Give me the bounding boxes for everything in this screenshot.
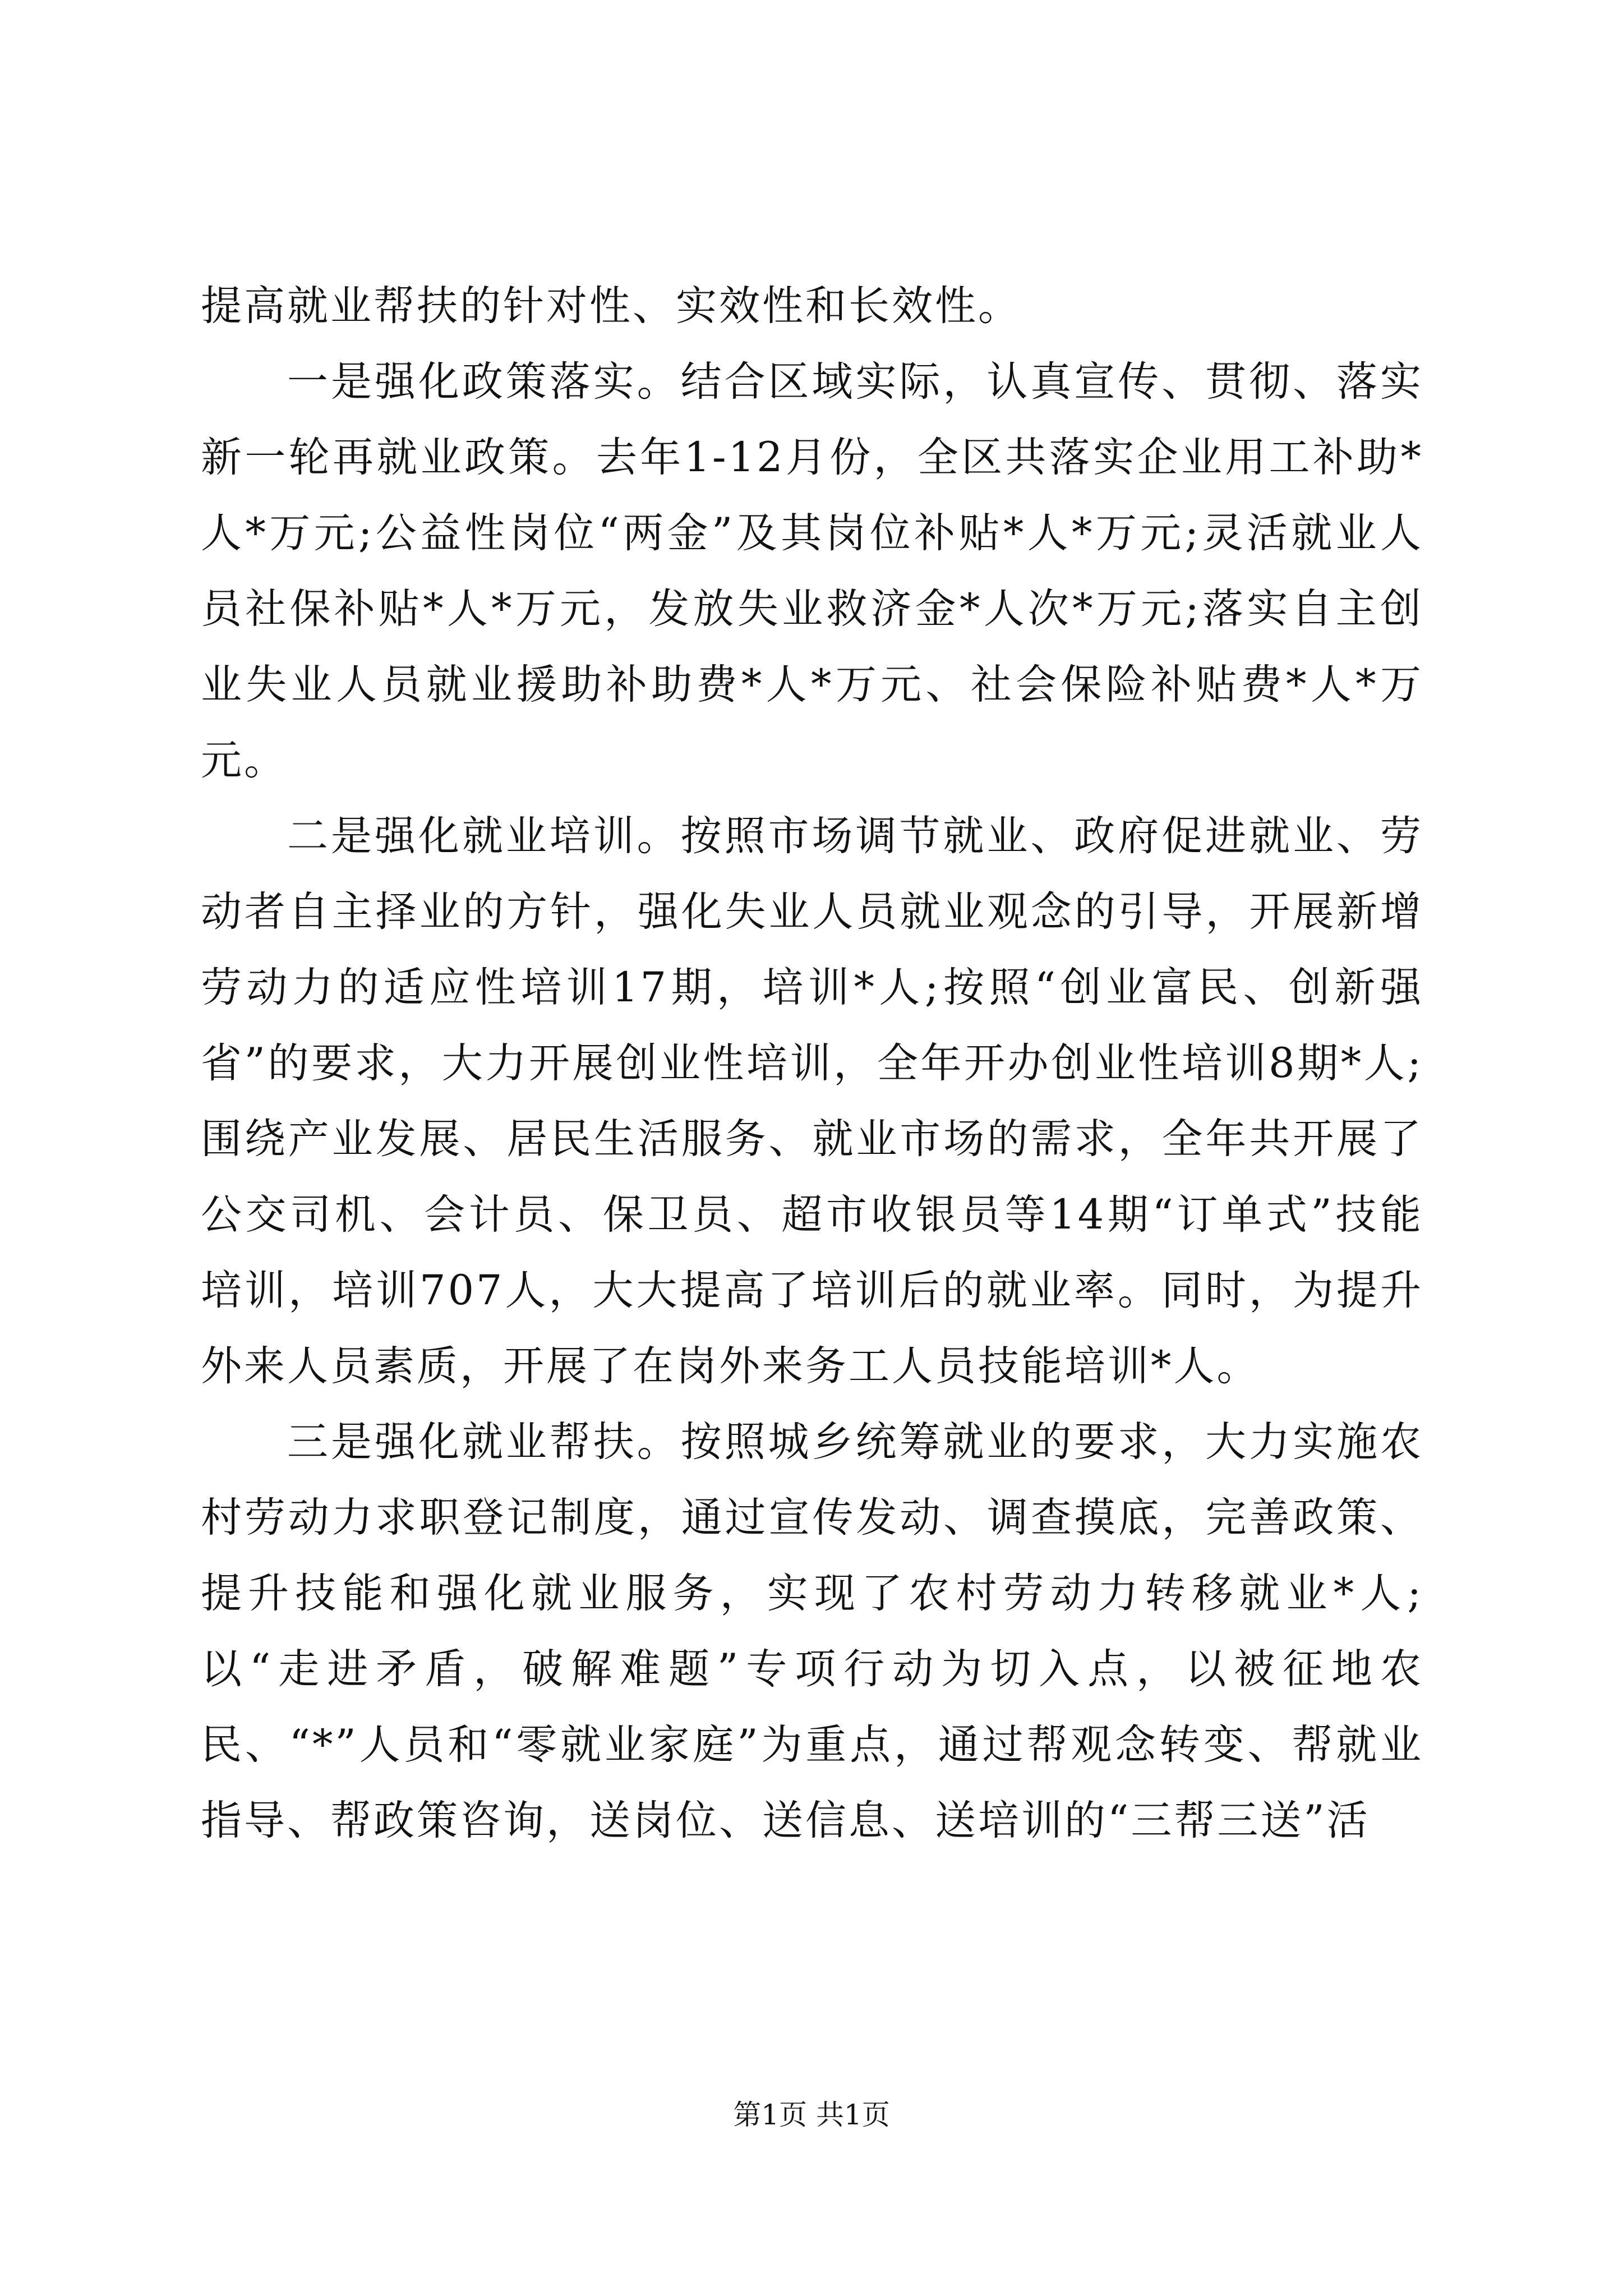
paragraph-continuation: 提高就业帮扶的针对性、实效性和长效性。	[201, 282, 1021, 330]
paragraph-training: 二是强化就业培训。按照市场调节就业、政府促进就业、劳动者自主择业的方针，强化失业人员就业观念的引导，开展新增劳动力的适应性培训17期，培训*人;按照“创业富民、创新强省”的要求，大力开展创业性培训，全年开办创业性培训8期*人;围绕产业发展、居民生活服务、就业市场的需求，全年共开展了公交司机、会计员、保卫员、超市收银员等14期“订单式”技能培训，培训707人，大大提高了培训后的就业率。同时，为提升外来人员素质，开展了在岗外来务工人员技能培训*人。	[201, 812, 1423, 1390]
paragraph-assistance: 三是强化就业帮扶。按照城乡统筹就业的要求，大力实施农村劳动力求职登记制度，通过宣传发动、调查摸底，完善政策、提升技能和强化就业服务，实现了农村劳动力转移就业*人;以“走进矛盾，破解难题”专项行动为切入点，以被征地农民、“*”人员和“零就业家庭”为重点，通过帮观念转变、帮就业指导、帮政策咨询，送岗位、送信息、送培训的“三帮三送”活	[201, 1418, 1423, 1844]
paragraph-policy: 一是强化政策落实。结合区域实际，认真宣传、贯彻、落实新一轮再就业政策。去年1-12月份，全区共落实企业用工补助*人*万元;公益性岗位“两金”及其岗位补贴*人*万元;灵活就业人员社保补贴*人*万元，发放失业救济金*人次*万元;落实自主创业失业人员就业援助补助费*人*万元、社会保险补贴费*人*万元。	[201, 358, 1423, 784]
page-footer: 第1页 共1页	[733, 2099, 890, 2131]
document-body	[201, 268, 1423, 1858]
